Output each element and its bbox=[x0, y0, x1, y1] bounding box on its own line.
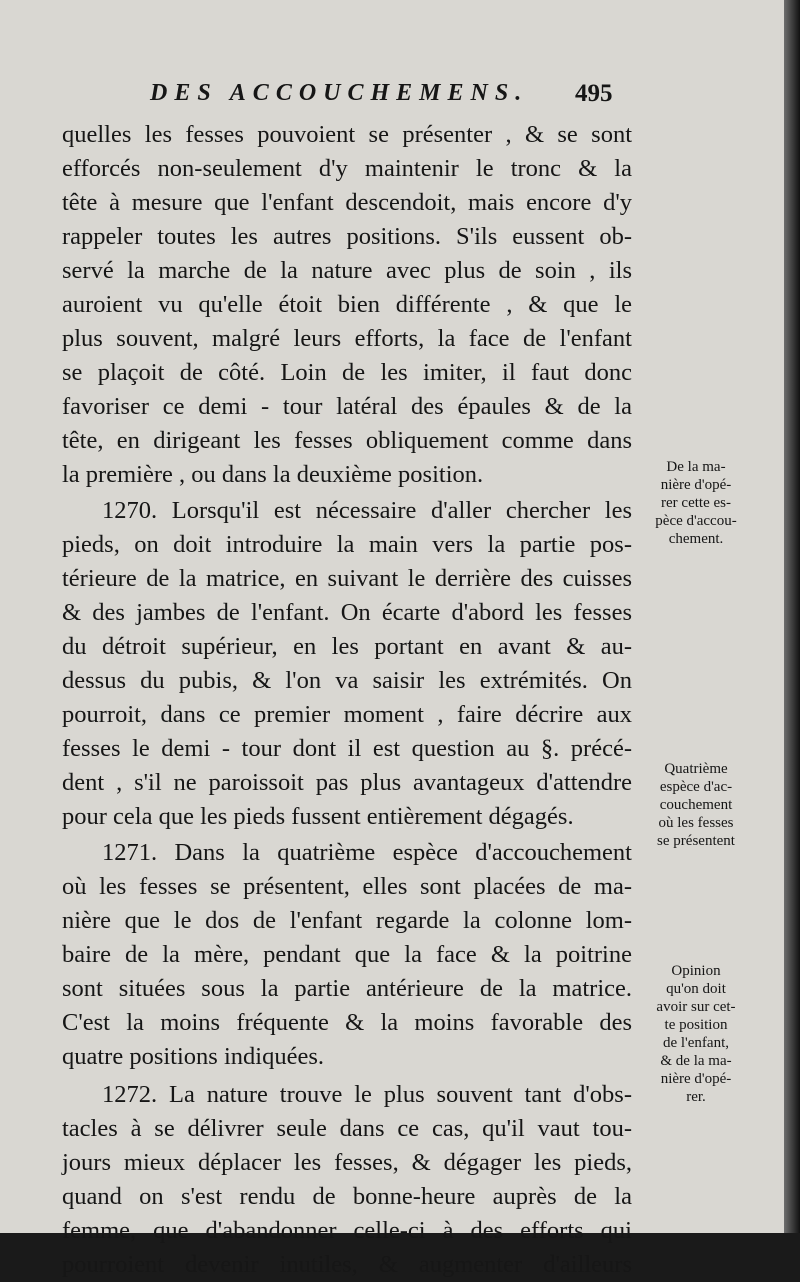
margin-note-line: te position bbox=[664, 1017, 728, 1033]
text-line: & des jambes de l'enfant. On écarte d'abord les fesses bbox=[62, 599, 632, 626]
margin-note-line: chement. bbox=[668, 531, 724, 547]
margin-note-line: nière d'opé- bbox=[660, 1071, 732, 1087]
text-line: servé la marche de la nature avec plus de soin , ils bbox=[62, 257, 632, 284]
paragraph-1272 bbox=[62, 1078, 632, 1282]
text-line: du détroit supérieur, en les portant en avant & au- bbox=[62, 633, 632, 660]
margin-note-line: se présentent bbox=[657, 833, 735, 849]
margin-note-line: rer cette es- bbox=[661, 495, 731, 511]
margin-note-opinion bbox=[631, 962, 761, 1106]
margin-note-line: Quatrième bbox=[664, 761, 728, 777]
text-line: C'est la moins fréquente & la moins favorable des bbox=[62, 1009, 632, 1036]
paragraph-1270 bbox=[62, 494, 632, 834]
margin-note-line: Opinion bbox=[671, 963, 721, 979]
margin-note-line: espèce d'ac- bbox=[659, 779, 733, 795]
text-line: 1272. La nature trouve le plus souvent tant d'obs- bbox=[102, 1081, 632, 1108]
margin-note-line: & de la ma- bbox=[660, 1053, 732, 1069]
page-edge-shadow bbox=[784, 0, 800, 1233]
text-line: plus souvent, malgré leurs efforts, la face de l'enfant bbox=[62, 325, 632, 352]
text-line: pour cela que les pieds fussent entièrement dégagés. bbox=[62, 803, 574, 830]
text-line: efforcés non-seulement d'y maintenir le tronc & la bbox=[62, 155, 632, 182]
text-line: 1271. Dans la quatrième espèce d'accouchement bbox=[102, 839, 632, 866]
margin-note-line: couchement bbox=[659, 797, 733, 813]
running-title: DES ACCOUCHEMENS. bbox=[150, 80, 529, 106]
margin-note-line: où les fesses bbox=[658, 815, 734, 831]
text-line: dent , s'il ne paroissoit pas plus avantageux d'attendre bbox=[62, 769, 632, 796]
margin-note-line: pèce d'accou- bbox=[655, 513, 737, 529]
text-line: quatre positions indiquées. bbox=[62, 1043, 324, 1070]
text-line: sont situées sous la partie antérieure de la matrice. bbox=[62, 975, 632, 1002]
text-line: baire de la mère, pendant que la face & la poitrine bbox=[62, 941, 632, 968]
text-line: tête, en dirigeant les fesses obliquement comme dans bbox=[62, 427, 632, 454]
text-line: rappeler toutes les autres positions. S'ils eussent ob- bbox=[62, 223, 632, 250]
margin-note-line: qu'on doit bbox=[666, 981, 726, 997]
margin-note-line: nière d'opé- bbox=[660, 477, 732, 493]
text-line: 1270. Lorsqu'il est nécessaire d'aller chercher les bbox=[102, 497, 632, 524]
text-line: jours mieux déplacer les fesses, & dégager les pieds, bbox=[62, 1149, 632, 1176]
text-line: la première , ou dans la deuxième position. bbox=[62, 461, 484, 488]
text-line: pieds, on doit introduire la main vers la partie pos- bbox=[62, 531, 632, 558]
text-line: térieure de la matrice, en suivant le derrière des cuisses bbox=[62, 565, 632, 592]
text-line: tête à mesure que l'enfant descendoit, mais encore d'y bbox=[62, 189, 632, 216]
text-line: pourroient devenir inutiles, & augmenter d'ailleurs bbox=[62, 1251, 632, 1278]
margin-note-line: de l'enfant, bbox=[662, 1035, 729, 1051]
margin-note-fourth-species bbox=[631, 760, 761, 850]
text-line: dessus du pubis, & l'on va saisir les extrémités. On bbox=[62, 667, 632, 694]
text-line: femme, que d'abandonner celle-ci à des efforts qui bbox=[62, 1217, 632, 1244]
text-line: nière que le dos de l'enfant regarde la colonne lom- bbox=[62, 907, 632, 934]
text-line: où les fesses se présentent, elles sont placées de ma- bbox=[62, 873, 632, 900]
text-line: tacles à se délivrer seule dans ce cas, qu'il vaut tou- bbox=[62, 1115, 632, 1142]
text-line: favoriser ce demi - tour latéral des épaules & de la bbox=[62, 393, 632, 420]
text-line: quand on s'est rendu de bonne-heure auprès de la bbox=[62, 1183, 632, 1210]
paragraph-continuation bbox=[62, 118, 632, 492]
text-line: fesses le demi - tour dont il est question au §. précé- bbox=[62, 735, 632, 762]
page-number: 495 bbox=[575, 80, 613, 107]
text-line: se plaçoit de côté. Loin de les imiter, il faut donc bbox=[62, 359, 632, 386]
margin-note-operation bbox=[631, 458, 761, 548]
margin-note-line: De la ma- bbox=[666, 459, 726, 475]
text-line: quelles les fesses pouvoient se présenter , & se sont bbox=[62, 121, 632, 148]
margin-note-line: rer. bbox=[686, 1089, 706, 1105]
paragraph-1271 bbox=[62, 836, 632, 1074]
margin-note-line: avoir sur cet- bbox=[656, 999, 736, 1015]
text-line: pourroit, dans ce premier moment , faire décrire aux bbox=[62, 701, 632, 728]
main-text-block bbox=[62, 118, 632, 1282]
text-line: auroient vu qu'elle étoit bien différente , & que le bbox=[62, 291, 632, 318]
